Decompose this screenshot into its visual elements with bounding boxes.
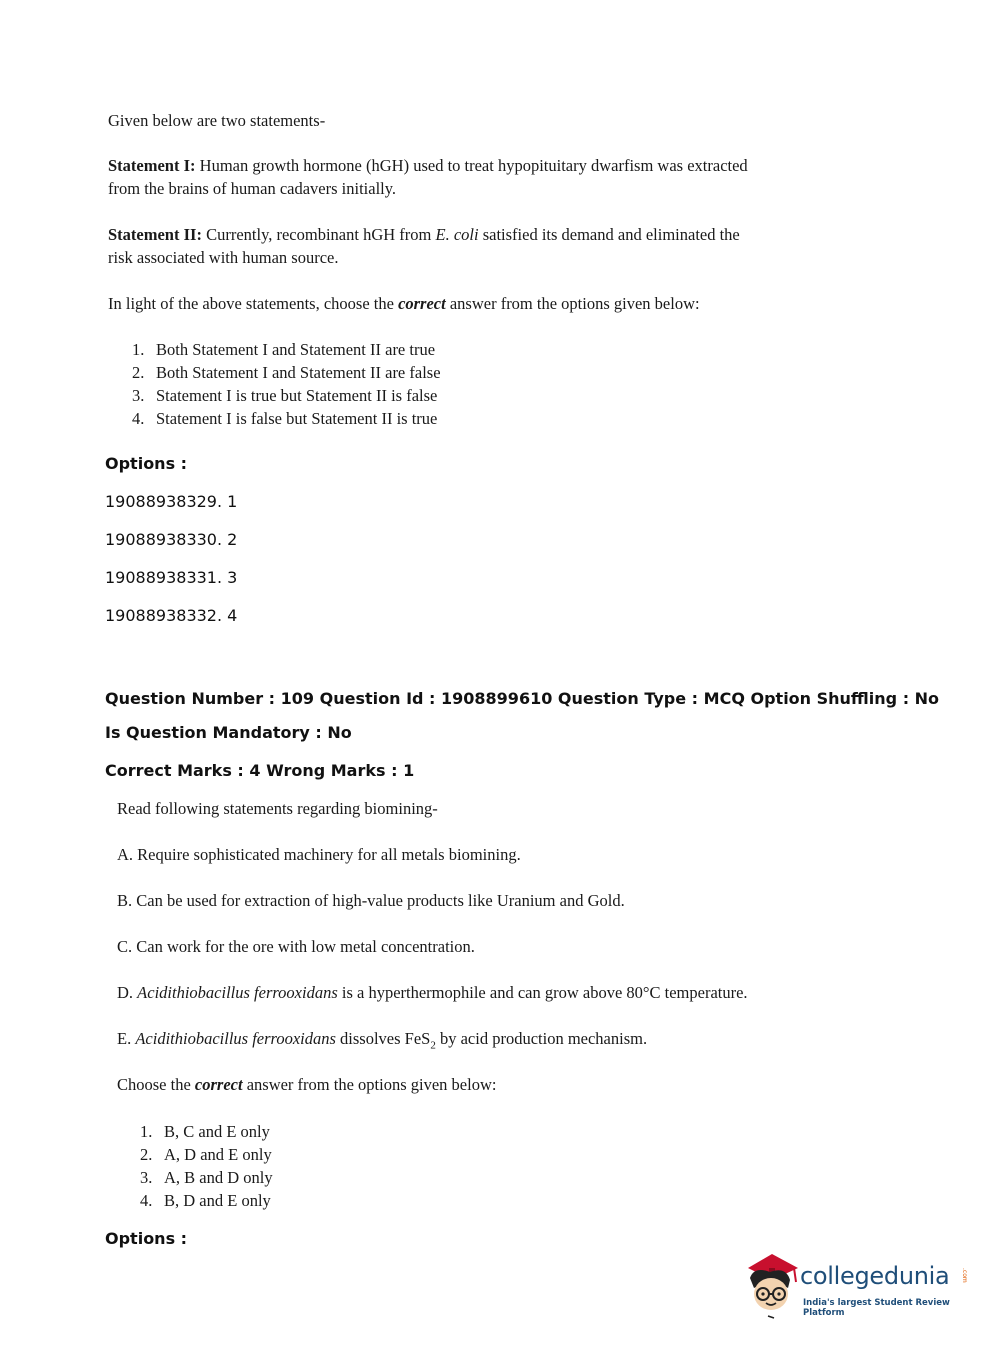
q2-statement-d [117,981,748,1004]
q2-statement-b: B. Can be used for extraction of high-value products like Uranium and Gold. [117,891,625,910]
q1-statement-1-label: Statement I: [108,156,196,175]
choice-number: 1. [132,340,145,359]
choice-text: Statement I is true but Statement II is false [156,386,438,405]
choice-number: 3. [140,1168,153,1187]
q1-choice-list [132,338,441,430]
logo-com: .com [961,1268,968,1283]
choice-number: 2. [140,1145,153,1164]
collegedunia-logo[interactable] [742,1248,972,1320]
q2-options-heading: Options : [105,1229,188,1248]
q2-statement-e-post: by acid production mechanism. [435,1029,648,1048]
q2-meta-line-3: Correct Marks : 4 Wrong Marks : 1 [105,761,415,780]
choice-number: 4. [140,1191,153,1210]
q2-statement-d-italic: Acidithiobacillus ferrooxidans [137,983,338,1002]
list-item [140,1120,273,1143]
choice-text: A, B and D only [164,1168,273,1187]
list-item [140,1143,273,1166]
graduate-mascot-icon [742,1248,802,1320]
q1-statement-1-line2: from the brains of human cadavers initially. [108,179,397,198]
q2-statement-d-post: is a hyperthermophile and can grow above 80°C temperature. [337,983,748,1002]
list-item [132,384,441,407]
q2-instruction [117,1073,496,1096]
q2-statement-c: C. Can work for the ore with low metal concentration. [117,937,475,956]
q1-statement-2-pre: Currently, recombinant hGH from [201,225,436,244]
logo-tagline: India's largest Student Review Platform [803,1298,950,1318]
q2-statement-e-pre: E. [117,1029,136,1048]
q1-instruction-italic: correct [398,294,446,313]
q2-statement-e-mid: dissolves FeS [335,1029,431,1048]
choice-text: A, D and E only [164,1145,272,1164]
choice-text: Both Statement I and Statement II are true [156,340,436,359]
q2-instruction-italic: correct [194,1075,243,1094]
choice-number: 4. [132,409,145,428]
q2-meta-line-2: Is Question Mandatory : No [105,723,352,742]
list-item [140,1189,273,1212]
q1-instruction [108,292,700,315]
logo-wordmark: collegedunia [800,1262,950,1290]
q1-option-3[interactable]: 19088938331. 3 [105,568,238,587]
q2-statement-e [117,1027,647,1057]
list-item [132,361,441,384]
q2-statement-e-italic: Acidithiobacillus ferrooxidans [135,1029,336,1048]
q2-instruction-post: answer from the options given below: [242,1075,497,1094]
q1-statement-1-line1: Human growth hormone (hGH) used to treat hypopituitary dwarfism was extracted [195,156,748,175]
q2-statement-e-sub: 2 [430,1039,436,1052]
q1-statement-2-label: Statement II: [108,225,202,244]
q1-statement-1 [108,154,748,200]
choice-number: 1. [140,1122,153,1141]
list-item [140,1166,273,1189]
q1-statement-2 [108,223,740,269]
q1-instruction-pre: In light of the above statements, choose the [108,294,399,313]
q2-choice-list [140,1120,273,1212]
q1-statement-2-post: satisfied its demand and eliminated the [478,225,740,244]
choice-text: B, D and E only [164,1191,271,1210]
q1-option-1[interactable]: 19088938329. 1 [105,492,238,511]
choice-text: Statement I is false but Statement II is true [156,409,438,428]
q1-option-2[interactable]: 19088938330. 2 [105,530,238,549]
choice-text: Both Statement I and Statement II are false [156,363,441,382]
q1-statement-2-italic: E. coli [435,225,479,244]
q1-option-4[interactable]: 19088938332. 4 [105,606,238,625]
q1-intro: Given below are two statements- [108,111,326,130]
choice-number: 3. [132,386,145,405]
q2-meta-line-1: Question Number : 109 Question Id : 1908899610 Question Type : MCQ Option Shuffling : No [105,689,940,708]
choice-number: 2. [132,363,145,382]
q2-instruction-pre: Choose the [117,1075,195,1094]
q1-instruction-post: answer from the options given below: [445,294,700,313]
q2-intro: Read following statements regarding biomining- [117,799,438,818]
q2-statement-d-pre: D. [117,983,138,1002]
list-item [132,338,441,361]
list-item [132,407,441,430]
q1-options-heading: Options : [105,454,188,473]
q2-statement-a: A. Require sophisticated machinery for all metals biomining. [117,845,521,864]
choice-text: B, C and E only [164,1122,270,1141]
q1-statement-2-line2: risk associated with human source. [108,248,339,267]
